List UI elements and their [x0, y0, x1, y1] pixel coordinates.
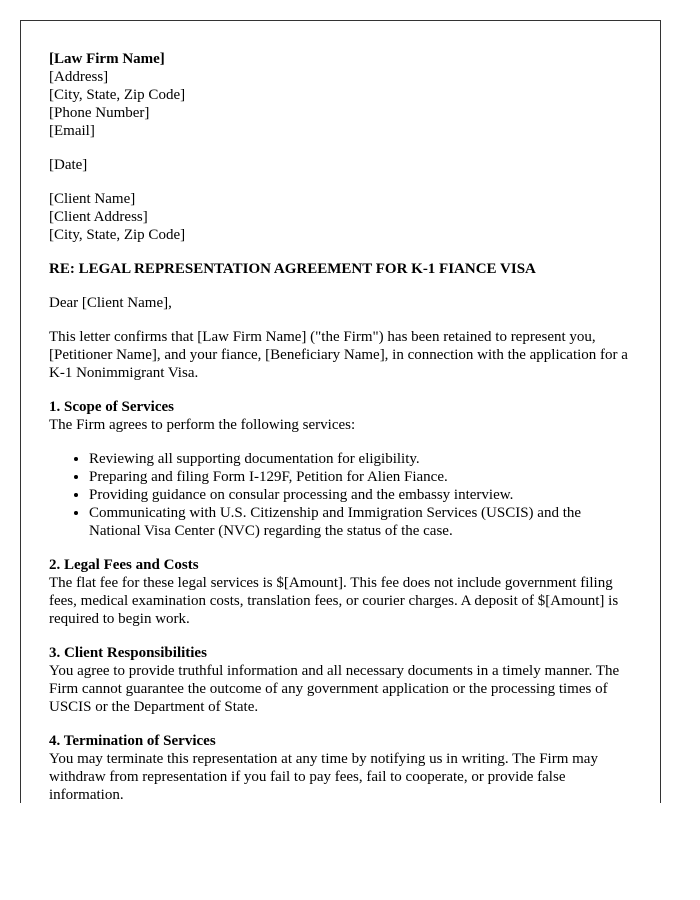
section-responsibilities	[49, 644, 632, 716]
client-name: [Client Name]	[49, 191, 136, 207]
list-item: • Reviewing all supporting documentation for eligibility.	[89, 450, 632, 468]
section-body: The Firm agrees to perform the following services:	[49, 417, 356, 433]
firm-phone: [Phone Number]	[49, 105, 150, 121]
firm-email: [Email]	[49, 123, 95, 139]
subject-line: RE: LEGAL REPRESENTATION AGREEMENT FOR K-1 FIANCE VISA	[49, 261, 536, 277]
services-list	[49, 450, 632, 540]
client-city-state-zip: [City, State, Zip Code]	[49, 227, 186, 243]
section-termination	[49, 732, 632, 803]
firm-name: [Law Firm Name]	[49, 51, 165, 67]
recipient-block	[49, 190, 632, 244]
list-item: • Preparing and filing Form I-129F, Petition for Alien Fiance.	[89, 468, 632, 486]
sender-block	[49, 50, 632, 140]
section-heading: 3. Client Responsibilities	[49, 645, 207, 661]
client-address: [Client Address]	[49, 209, 148, 225]
letter-date: [Date]	[49, 157, 88, 173]
firm-city-state-zip: [City, State, Zip Code]	[49, 87, 186, 103]
firm-address: [Address]	[49, 69, 109, 85]
salutation: Dear [Client Name],	[49, 295, 172, 311]
letter-page	[20, 20, 661, 803]
section-body: You may terminate this representation at any time by notifying us in writing. The Firm may withdraw from representation if you fail to pay fees, fail to cooperate, or provide false information.	[49, 751, 598, 803]
section-heading: 1. Scope of Services	[49, 399, 174, 415]
section-fees	[49, 556, 632, 628]
section-body: You agree to provide truthful information and all necessary documents in a timely manner. The Firm cannot guarantee the outcome of any government application or the processing times of USCIS or the Department of State.	[49, 663, 620, 715]
section-scope	[49, 398, 632, 540]
section-heading: 4. Termination of Services	[49, 733, 216, 749]
section-heading: 2. Legal Fees and Costs	[49, 557, 199, 573]
list-item: • Providing guidance on consular processing and the embassy interview.	[89, 486, 632, 504]
intro-paragraph: This letter confirms that [Law Firm Name] ("the Firm") has been retained to represent you, [Petitioner Name], and your fiance, [Beneficiary Name], in connection with the application for a K-1 Nonimmigrant Visa.	[49, 329, 628, 381]
list-item: • Communicating with U.S. Citizenship and Immigration Services (USCIS) and the National Visa Center (NVC) regarding the status of the case.	[89, 504, 632, 540]
section-body: The flat fee for these legal services is $[Amount]. This fee does not include government filing fees, medical examination costs, translation fees, or courier charges. A deposit of $[Amount] is required to begin work.	[49, 575, 619, 627]
